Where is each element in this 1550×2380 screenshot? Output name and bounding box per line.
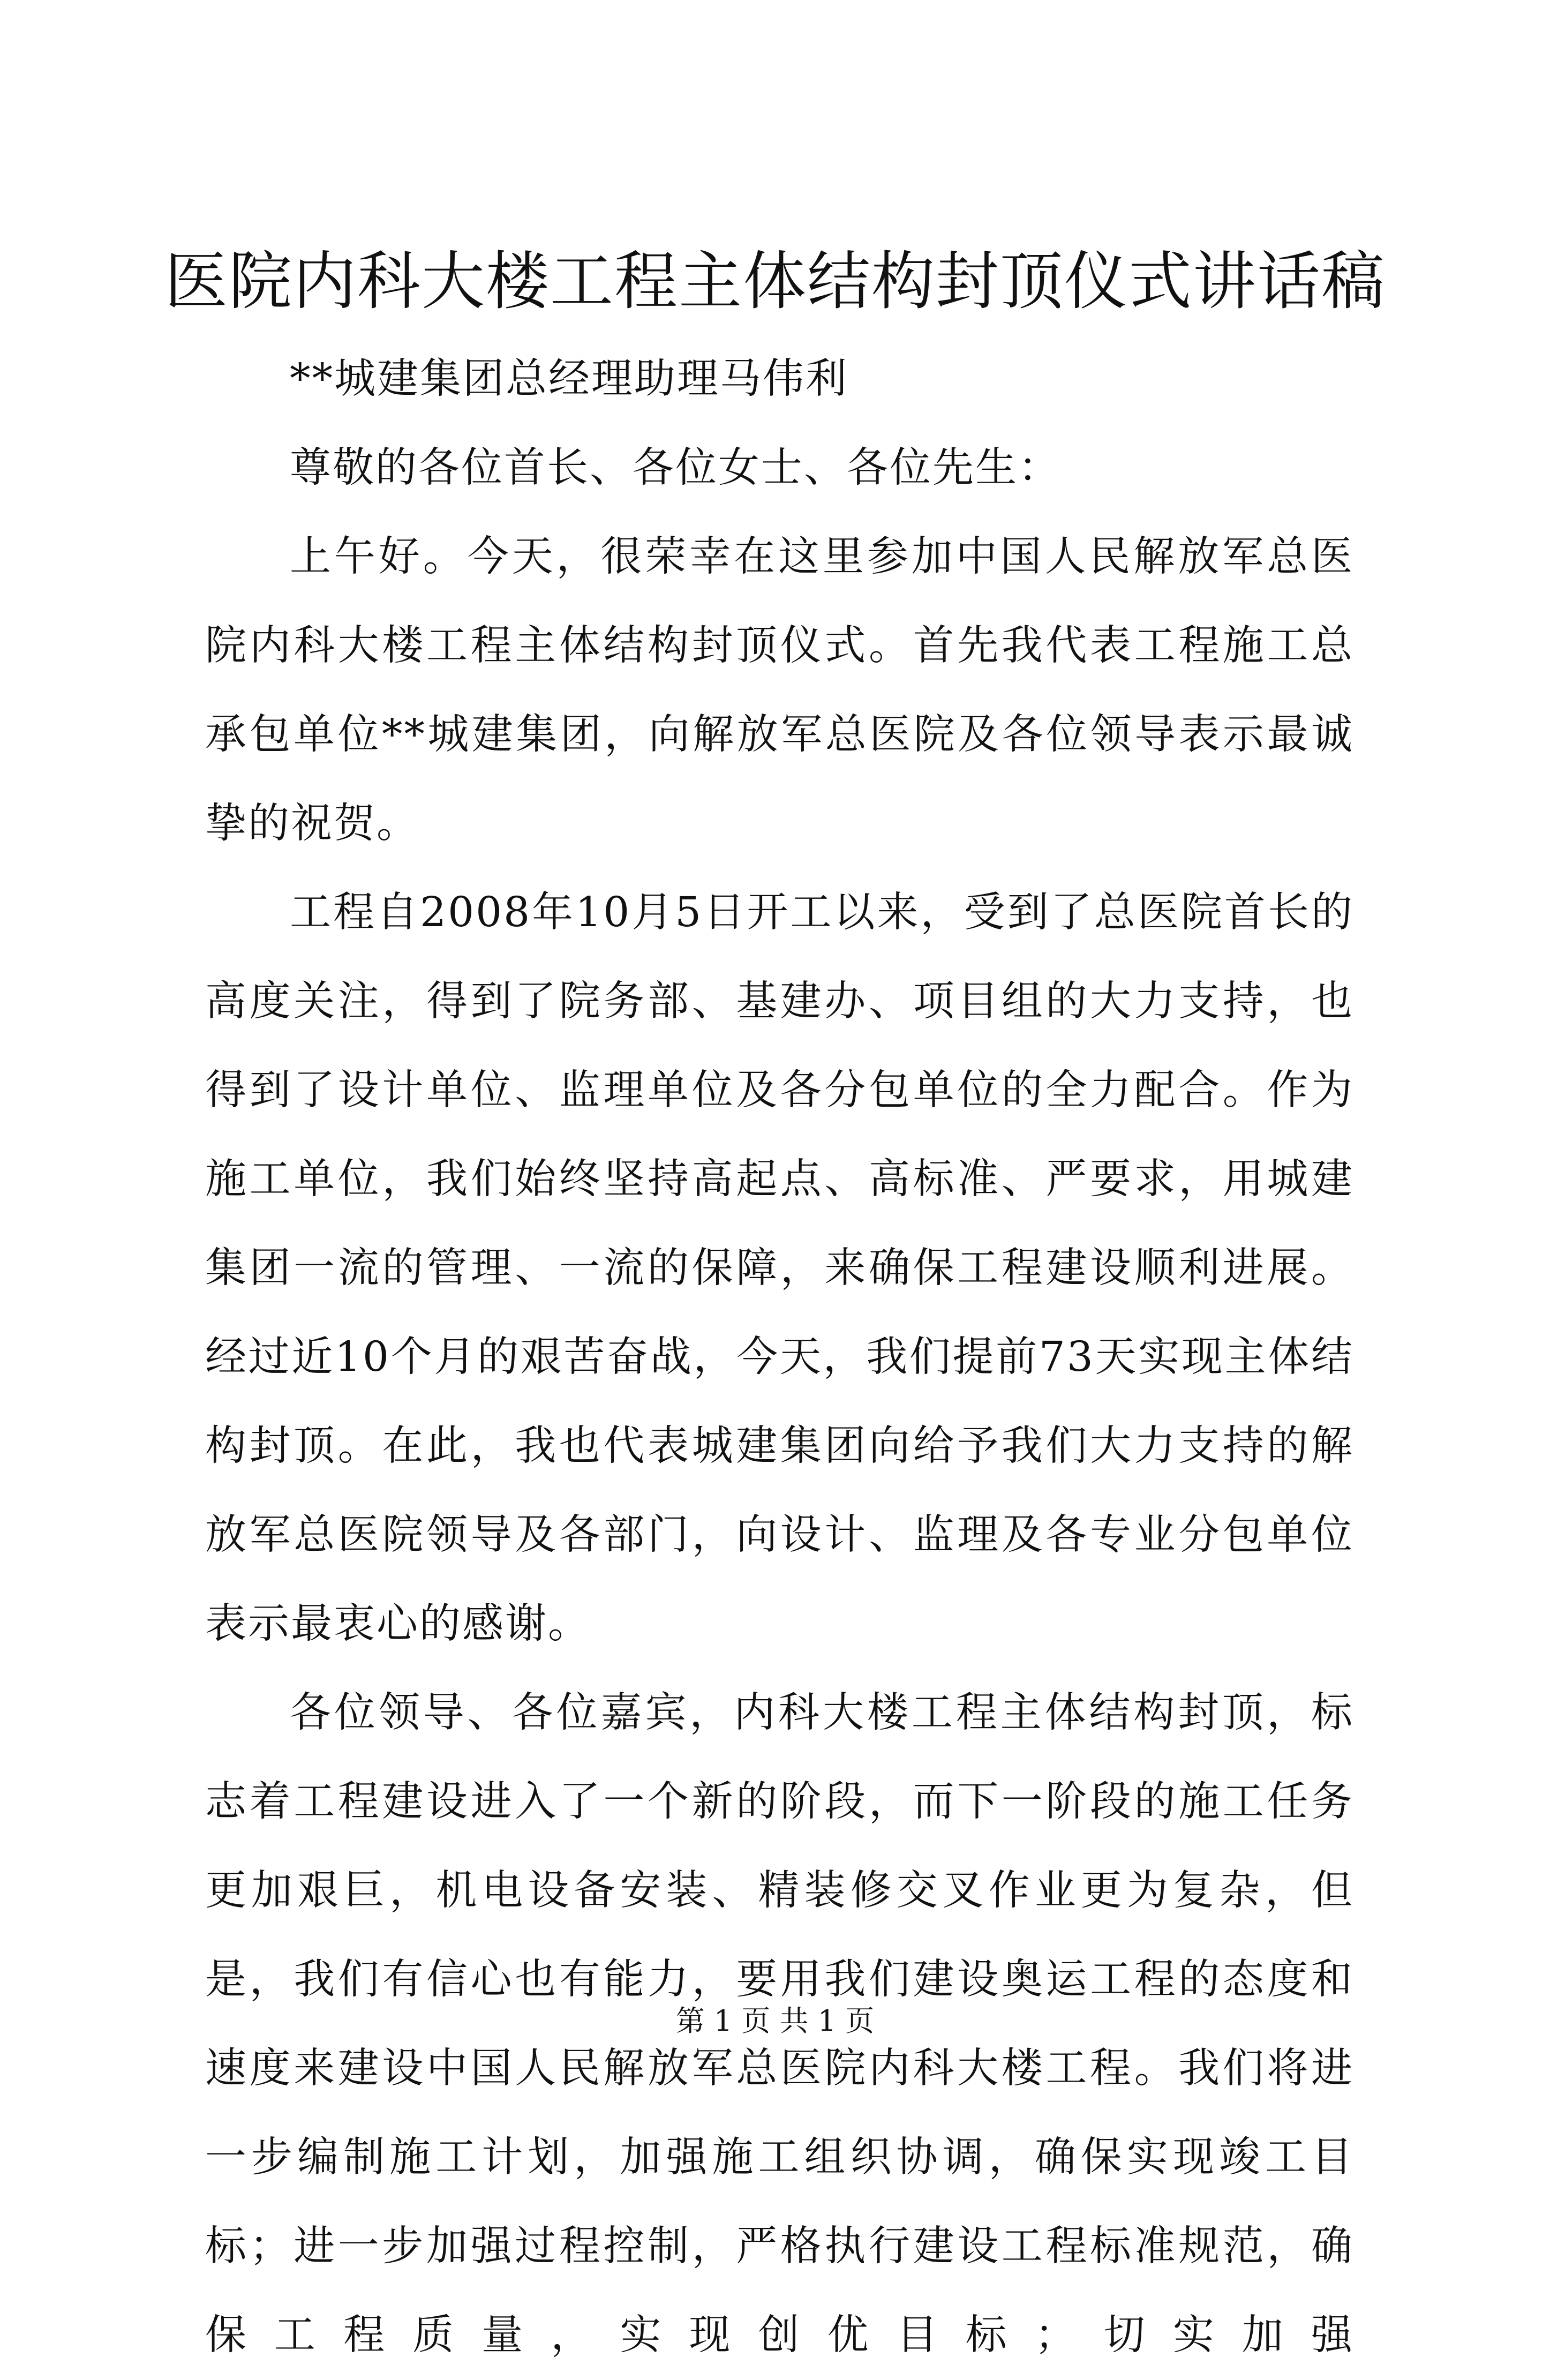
paragraph-1: 上午好。今天，很荣幸在这里参加中国人民解放军总医院内科大楼工程主体结构封顶仪式。首先我代表工程施工总承包单位**城建集团，向解放军总医院及各位领导表示最诚挚的祝贺。 xyxy=(205,533,1354,847)
author-line: **城建集团总经理助理马伟利 xyxy=(290,355,848,403)
salutation: 尊敬的各位首长、各位女士、各位先生： xyxy=(290,444,1061,492)
paragraph-3: 各位领导、各位嘉宾，内科大楼工程主体结构封顶，标志着工程建设进入了一个新的阶段，而下一阶段的施工任务更加艰巨，机电设备安装、精装修交叉作业更为复杂，但是，我们有信心也有能力，要用我们建设奥运工程的态度和速度来建设中国人民解放军总医院内科大楼工程。我们将进一步编制施工计划，加强施工组织协调，确保实现竣工目标；进一步加强过程控制，严格执行建设工程标准规范，确保工程质量，实现创优目标；切实加强 xyxy=(205,1689,1354,2359)
document-title: 医院内科大楼工程主体结构封顶仪式讲话稿 xyxy=(164,244,1386,318)
paragraph-2: 工程自2008年10月5日开工以来，受到了总医院首长的高度关注，得到了院务部、基建办、项目组的大力支持，也得到了设计单位、监理单位及各分包单位的全力配合。作为施工单位，我们始终坚持高起点、高标准、严要求，用城建集团一流的管理、一流的保障，来确保工程建设顺利进展。经过近10个月的艰苦奋战，今天，我们提前73天实现主体结构封顶。在此，我也代表城建集团向给予我们大力支持的解放军总医院领导及各部门，向设计、监理及各专业分包单位表示最衷心的感谢。 xyxy=(205,889,1354,1648)
page-footer: 第 1 页 共 1 页 xyxy=(675,2004,875,2038)
document-body xyxy=(205,335,1354,2380)
